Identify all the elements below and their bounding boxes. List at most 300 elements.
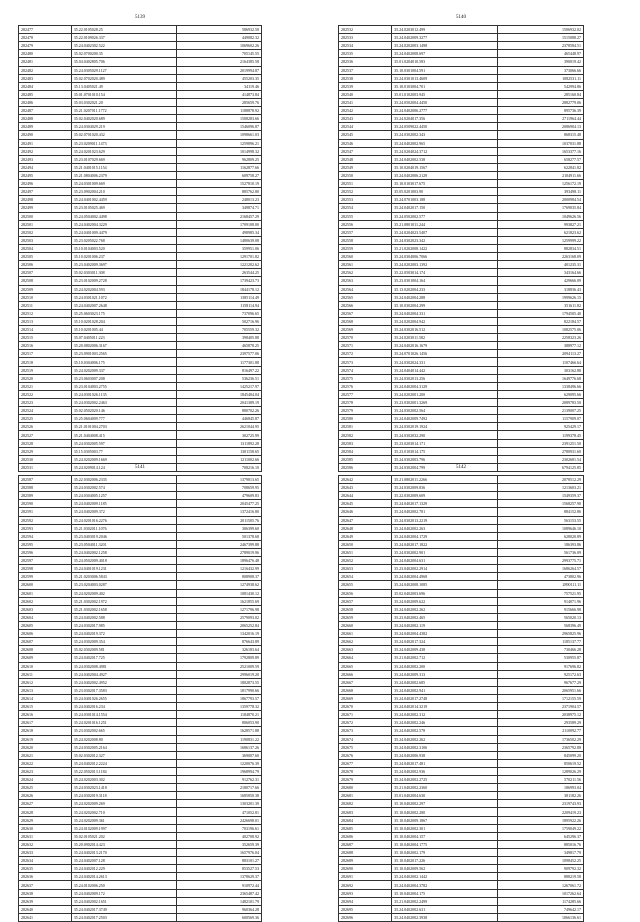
- parcel-code-cell: 35.24.0401009.4479: [71, 228, 176, 236]
- table-row: [19, 447, 262, 455]
- parcel-code-cell: 35.24.0402016.234: [71, 703, 176, 711]
- amount-cell: 1188878.92: [177, 107, 262, 115]
- table-row: [19, 776, 262, 784]
- row-number-cell: 282506: [19, 261, 72, 269]
- row-number-cell: 282573: [339, 358, 392, 366]
- row-number-cell: 282552: [339, 188, 392, 196]
- amount-cell: 2365792.88: [498, 743, 584, 751]
- amount-cell: 2319743.93: [498, 800, 584, 808]
- table-row: [19, 171, 262, 179]
- parcel-code-cell: 35.10.0103017.675: [392, 180, 498, 188]
- amount-cell: 705145.55: [177, 50, 262, 58]
- amount-cell: 343164.66: [498, 269, 584, 277]
- row-number-cell: 282656: [339, 589, 392, 597]
- row-number-cell: 282521: [19, 382, 72, 390]
- row-number-cell: 282622: [19, 759, 72, 767]
- parcel-code-cell: 35.24.0402017.3749: [71, 905, 176, 913]
- amount-cell: 915666.98: [498, 605, 584, 613]
- amount-cell: 1686264.57: [498, 565, 584, 573]
- row-number-cell: 282580: [339, 415, 392, 423]
- table-row: [339, 565, 584, 573]
- amount-cell: 318836.43: [498, 285, 584, 293]
- parcel-code-cell: 35.24.0402017.150: [392, 204, 498, 212]
- table-row: [19, 334, 262, 342]
- table-row: [339, 293, 584, 301]
- parcel-code-cell: 35.24.0302013.256: [392, 374, 498, 382]
- amount-cell: 749642.17: [498, 905, 584, 913]
- table-row: [339, 180, 584, 188]
- parcel-code-cell: 35.02.0303011.308: [71, 269, 176, 277]
- amount-cell: 708216.10: [177, 463, 262, 471]
- row-number-cell: 282609: [19, 654, 72, 662]
- parcel-code-cell: 35.24.0302005.597: [71, 439, 176, 447]
- parcel-code-cell: 35.24.0202009.402: [71, 589, 176, 597]
- amount-cell: 2993775.71: [498, 557, 584, 565]
- parcel-code-cell: 35.24.0402009.1185: [71, 500, 176, 508]
- table-row: [339, 735, 584, 743]
- table-row: [19, 597, 262, 605]
- table-row: [19, 484, 262, 492]
- parcel-code-cell: 35.24.0402008.1085: [392, 581, 498, 589]
- amount-cell: 1174285.66: [498, 897, 584, 905]
- table-row: [339, 196, 584, 204]
- table-row: [19, 390, 262, 398]
- parcel-code-cell: 35.23.0901003.2565: [71, 350, 176, 358]
- parcel-code-cell: 35.21.0302002.1972: [71, 597, 176, 605]
- row-number-cell: 282642: [339, 476, 392, 484]
- amount-cell: 1069602.26: [177, 42, 262, 50]
- row-number-cell: 282505: [19, 253, 72, 261]
- row-number-cell: 282652: [339, 557, 392, 565]
- row-number-cell: 282543: [339, 115, 392, 123]
- page-title: 5140: [456, 15, 466, 20]
- data-table: [18, 475, 262, 922]
- table-row: [19, 155, 262, 163]
- row-number-cell: 282617: [19, 719, 72, 727]
- parcel-code-cell: 35.24.0402002.119: [392, 621, 498, 629]
- parcel-code-cell: 35.24.0402002.685: [392, 678, 498, 686]
- table-row: [339, 889, 584, 897]
- parcel-code-cell: 35.24.0402002.1258: [71, 548, 176, 556]
- row-number-cell: 282570: [339, 334, 392, 342]
- amount-cell: 1081430.12: [177, 589, 262, 597]
- amount-cell: 2426698.01: [177, 816, 262, 824]
- amount-cell: 542994.86: [498, 82, 584, 90]
- row-number-cell: 282581: [339, 423, 392, 431]
- row-number-cell: 282592: [19, 516, 72, 524]
- table-row: [339, 881, 584, 889]
- table-row: [19, 500, 262, 508]
- parcel-code-cell: 35.24.0204024.3712: [392, 147, 498, 155]
- parcel-code-cell: 35.24.0302009.354: [71, 638, 176, 646]
- amount-cell: 1213603.21: [498, 484, 584, 492]
- parcel-code-cell: 35.24.0202009.1669: [71, 455, 176, 463]
- table-row: [339, 447, 584, 455]
- data-table: [338, 475, 584, 922]
- amount-cell: 359951.06: [177, 244, 262, 252]
- parcel-code-cell: 35.24.0201023.629: [71, 147, 176, 155]
- table-row: [339, 824, 584, 832]
- table-row: [339, 123, 584, 131]
- row-number-cell: 282496: [19, 180, 72, 188]
- row-number-cell: 282638: [19, 889, 72, 897]
- row-number-cell: 282626: [19, 792, 72, 800]
- amount-cell: 1190831.22: [177, 735, 262, 743]
- page-5142: [338, 465, 584, 920]
- parcel-code-cell: 35.10.0402004.157: [392, 832, 498, 840]
- table-row: [339, 131, 584, 139]
- amount-cell: 917696.82: [498, 662, 584, 670]
- parcel-code-cell: 35.24.0402002.3938: [392, 913, 498, 921]
- table-row: [19, 244, 262, 252]
- parcel-code-cell: 35.24.0502004.4450: [392, 98, 498, 106]
- table-row: [19, 301, 262, 309]
- row-number-cell: 282606: [19, 630, 72, 638]
- table-row: [339, 678, 584, 686]
- table-row: [19, 889, 262, 897]
- amount-cell: 658277.57: [498, 155, 584, 163]
- row-number-cell: 282533: [339, 34, 392, 42]
- amount-cell: 925429.17: [498, 423, 584, 431]
- row-number-cell: 282667: [339, 678, 392, 686]
- row-number-cell: 282596: [19, 548, 72, 556]
- amount-cell: 737096.65: [177, 309, 262, 317]
- parcel-code-cell: 35.10.0402004.175: [392, 889, 498, 897]
- parcel-code-cell: 35.02.0701020.432: [71, 131, 176, 139]
- table-row: [339, 516, 584, 524]
- amount-cell: 806053.90: [177, 719, 262, 727]
- amount-cell: 1712155.59: [498, 694, 584, 702]
- table-row: [339, 163, 584, 171]
- amount-cell: 816497.22: [177, 366, 262, 374]
- parcel-code-cell: 35.23.0209011.1473: [71, 139, 176, 147]
- parcel-code-cell: 35.24.0204017.356: [392, 115, 498, 123]
- parcel-code-cell: 35.02.0700200.35: [71, 50, 176, 58]
- table-row: [339, 269, 584, 277]
- parcel-code-cell: 35.24.0402014.3219: [392, 703, 498, 711]
- parcel-code-cell: 35.24.0202003.1498: [392, 42, 498, 50]
- amount-cell: 1739423.73: [177, 277, 262, 285]
- page-5141: [18, 465, 262, 920]
- row-number-cell: 282559: [339, 244, 392, 252]
- table-row: [19, 849, 262, 857]
- row-number-cell: 282614: [19, 694, 72, 702]
- parcel-code-cell: 35.21.0202008.1422: [392, 244, 498, 252]
- amount-cell: 1968994.79: [177, 767, 262, 775]
- parcel-code-cell: 35.24.0302005.2164: [71, 743, 176, 751]
- amount-cell: 609758.27: [177, 171, 262, 179]
- row-number-cell: 282523: [19, 399, 72, 407]
- parcel-code-cell: 35.24.0402002.538: [392, 155, 498, 163]
- table-row: [19, 90, 262, 98]
- parcel-code-cell: 35.24.0302013.2219: [392, 516, 498, 524]
- row-number-cell: 282600: [19, 581, 72, 589]
- row-number-cell: 282548: [339, 155, 392, 163]
- row-number-cell: 282537: [339, 66, 392, 74]
- amount-cell: 2045477.25: [177, 500, 262, 508]
- amount-cell: 1621855.69: [177, 597, 262, 605]
- parcel-code-cell: 35.21.0404008.415: [71, 431, 176, 439]
- amount-cell: 1425217.97: [177, 382, 262, 390]
- parcel-code-cell: 35.21.0804006.2379: [71, 171, 176, 179]
- row-number-cell: 282538: [339, 74, 392, 82]
- table-row: [19, 107, 262, 115]
- table-row: [339, 686, 584, 694]
- row-number-cell: 282653: [339, 565, 392, 573]
- amount-cell: 1185137.77: [498, 638, 584, 646]
- table-row: [19, 613, 262, 621]
- amount-cell: 853527.53: [177, 865, 262, 873]
- row-number-cell: 282599: [19, 573, 72, 581]
- parcel-code-cell: 35.24.0202008.80: [71, 735, 176, 743]
- table-row: [19, 516, 262, 524]
- parcel-code-cell: 35.15.0305003.77: [71, 447, 176, 455]
- amount-cell: 349817.79: [498, 849, 584, 857]
- table-row: [339, 42, 584, 50]
- parcel-code-cell: 35.24.0402004.4968: [392, 573, 498, 581]
- amount-cell: 2391251.50: [498, 439, 584, 447]
- row-number-cell: 282479: [19, 42, 72, 50]
- row-number-cell: 282478: [19, 34, 72, 42]
- row-number-cell: 282528: [19, 439, 72, 447]
- table-row: [339, 597, 584, 605]
- parcel-code-cell: 35.23.0103014.175: [392, 447, 498, 455]
- table-row: [339, 374, 584, 382]
- amount-cell: 1372416.80: [177, 508, 262, 516]
- table-row: [19, 366, 262, 374]
- parcel-code-cell: 35.24.0302019.1924: [392, 423, 498, 431]
- parcel-code-cell: 35.24.0202004.942: [392, 317, 498, 325]
- amount-cell: 1221202.62: [177, 261, 262, 269]
- row-number-cell: 282605: [19, 621, 72, 629]
- amount-cell: 1685850.38: [177, 792, 262, 800]
- amount-cell: 2209419.23: [498, 808, 584, 816]
- row-number-cell: 282579: [339, 407, 392, 415]
- row-number-cell: 282544: [339, 123, 392, 131]
- parcel-code-cell: 35.24.0502009.4018: [71, 557, 176, 565]
- table-row: [339, 407, 584, 415]
- row-number-cell: 282565: [339, 293, 392, 301]
- parcel-code-cell: 35.24.0402004.3129: [392, 382, 498, 390]
- parcel-code-cell: 35.23.0402002.2914: [392, 565, 498, 573]
- parcel-code-cell: 35.23.0104003.2755: [71, 382, 176, 390]
- row-number-cell: 282601: [19, 589, 72, 597]
- row-number-cell: 282576: [339, 382, 392, 390]
- parcel-code-cell: 35.24.0402004.631: [392, 557, 498, 565]
- row-number-cell: 282655: [339, 581, 392, 589]
- parcel-code-cell: 35.24.0302016.512: [392, 326, 498, 334]
- parcel-code-cell: 35.13.0202004.233: [392, 285, 498, 293]
- parcel-code-cell: 35.24.0402017.725: [71, 654, 176, 662]
- parcel-code-cell: 35.24.0402007.2648: [71, 301, 176, 309]
- amount-cell: 1549359.37: [498, 492, 584, 500]
- amount-cell: 2579093.02: [177, 613, 262, 621]
- table-row: [19, 261, 262, 269]
- parcel-code-cell: 35.23.0302017.3583: [71, 686, 176, 694]
- row-number-cell: 282628: [19, 808, 72, 816]
- amount-cell: 6794125.85: [498, 463, 584, 471]
- table-row: [19, 662, 262, 670]
- table-row: [339, 913, 584, 921]
- parcel-code-cell: 35.02.0402003.696: [392, 589, 498, 597]
- amount-cell: 1289026.29: [498, 767, 584, 775]
- amount-cell: 993827.21: [498, 220, 584, 228]
- row-number-cell: 282493: [19, 155, 72, 163]
- row-number-cell: 282502: [19, 228, 72, 236]
- amount-cell: 2065951.66: [498, 686, 584, 694]
- amount-cell: 1628571.88: [177, 727, 262, 735]
- row-number-cell: 282477: [19, 26, 72, 34]
- parcel-code-cell: 35.10.0104003.520: [71, 244, 176, 252]
- table-row: [339, 66, 584, 74]
- row-number-cell: 282693: [339, 889, 392, 897]
- table-row: [19, 98, 262, 106]
- table-row: [339, 670, 584, 678]
- parcel-code-cell: 35.24.0402012.2224: [71, 759, 176, 767]
- table-row: [339, 253, 584, 261]
- table-row: [19, 476, 262, 484]
- table-row: [19, 727, 262, 735]
- parcel-code-cell: 35.24.0304005.1257: [71, 492, 176, 500]
- table-row: [339, 261, 584, 269]
- amount-cell: 2086904.13: [498, 123, 584, 131]
- table-row: [339, 776, 584, 784]
- row-number-cell: 282623: [19, 767, 72, 775]
- row-number-cell: 282487: [19, 107, 72, 115]
- page-title: 5139: [135, 15, 145, 20]
- row-number-cell: 282608: [19, 646, 72, 654]
- table-row: [19, 565, 262, 573]
- amount-cell: 373066.66: [498, 66, 584, 74]
- table-row: [339, 540, 584, 548]
- parcel-code-cell: 35.24.0402002.263: [392, 524, 498, 532]
- parcel-code-cell: 35.01.0204010.583: [392, 58, 498, 66]
- row-number-cell: 282483: [19, 74, 72, 82]
- table-row: [19, 711, 262, 719]
- amount-cell: 1568257.90: [498, 500, 584, 508]
- amount-cell: 1649776.68: [498, 374, 584, 382]
- row-number-cell: 282696: [339, 913, 392, 921]
- row-number-cell: 282661: [339, 630, 392, 638]
- row-number-cell: 282555: [339, 212, 392, 220]
- page-title: 5141: [135, 465, 145, 470]
- amount-cell: 1999626.15: [498, 293, 584, 301]
- amount-cell: 629095.66: [498, 390, 584, 398]
- table-row: [19, 180, 262, 188]
- row-number-cell: 282509: [19, 285, 72, 293]
- amount-cell: 1527810.19: [177, 180, 262, 188]
- table-row: [339, 309, 584, 317]
- parcel-code-cell: 35.20.0902014.423: [71, 840, 176, 848]
- table-row: [339, 621, 584, 629]
- table-row: [339, 90, 584, 98]
- table-row: [19, 524, 262, 532]
- table-row: [19, 309, 262, 317]
- parcel-code-cell: 35.21.0302011.1076: [71, 524, 176, 532]
- amount-cell: 1162877.66: [177, 163, 262, 171]
- parcel-code-cell: 35.24.0402009.172: [71, 889, 176, 897]
- amount-cell: 885016.76: [498, 840, 584, 848]
- parcel-code-cell: 35.23.0204003.0287: [71, 581, 176, 589]
- table-row: [339, 212, 584, 220]
- parcel-code-cell: 35.24.0302009.836: [392, 484, 498, 492]
- amount-cell: 429666.09: [498, 277, 584, 285]
- amount-cell: 536236.51: [177, 374, 262, 382]
- row-number-cell: 282687: [339, 840, 392, 848]
- amount-cell: 1216432.99: [177, 565, 262, 573]
- row-number-cell: 282594: [19, 532, 72, 540]
- amount-cell: 808908.37: [177, 573, 262, 581]
- row-number-cell: 282572: [339, 350, 392, 358]
- parcel-code-cell: 35.24.0404014.442: [392, 366, 498, 374]
- table-row: [19, 630, 262, 638]
- row-number-cell: 282624: [19, 776, 72, 784]
- amount-cell: 1792809.89: [177, 654, 262, 662]
- row-number-cell: 282649: [339, 532, 392, 540]
- table-row: [19, 913, 262, 921]
- parcel-code-cell: 35.24.0504002.4498: [71, 212, 176, 220]
- parcel-code-cell: 35.22.0302009.609: [392, 492, 498, 500]
- parcel-code-cell: 35.23.0302002.665: [71, 727, 176, 735]
- amount-cell: 501378.68: [177, 532, 262, 540]
- amount-cell: 1686137.26: [177, 743, 262, 751]
- parcel-code-cell: 35.24.0402002.588: [71, 613, 176, 621]
- amount-cell: 1017262.64: [498, 889, 584, 897]
- table-row: [19, 540, 262, 548]
- row-number-cell: 282532: [339, 26, 392, 34]
- amount-cell: 2139007.25: [498, 407, 584, 415]
- amount-cell: 1158114.94: [177, 301, 262, 309]
- table-row: [339, 727, 584, 735]
- row-number-cell: 282646: [339, 508, 392, 516]
- parcel-code-cell: 35.24.0402004.4382: [392, 630, 498, 638]
- table-row: [339, 694, 584, 702]
- amount-cell: 2110092.77: [498, 727, 584, 735]
- amount-cell: 2258323.26: [498, 334, 584, 342]
- table-row: [339, 382, 584, 390]
- parcel-code-cell: 35.24.0402002.262: [392, 605, 498, 613]
- table-row: [19, 605, 262, 613]
- row-number-cell: 282561: [339, 261, 392, 269]
- amount-cell: 1844178.12: [177, 285, 262, 293]
- parcel-code-cell: 35.24.0402004.288: [392, 293, 498, 301]
- amount-cell: 388977.12: [498, 342, 584, 350]
- table-row: [339, 34, 584, 42]
- amount-cell: 471052.81: [177, 808, 262, 816]
- table-row: [19, 573, 262, 581]
- amount-cell: 876643.89: [177, 638, 262, 646]
- parcel-code-cell: 35.23.0403019.2046: [71, 532, 176, 540]
- row-number-cell: 282551: [339, 180, 392, 188]
- table-row: [19, 382, 262, 390]
- row-number-cell: 282498: [19, 196, 72, 204]
- parcel-code-cell: 35.10.0402002.179: [392, 849, 498, 857]
- table-row: [19, 115, 262, 123]
- parcel-code-cell: 35.24.0402006.2129: [392, 171, 498, 179]
- parcel-code-cell: 35.22.0503014.174: [392, 269, 498, 277]
- parcel-code-cell: 35.24.0202001.200: [392, 390, 498, 398]
- table-row: [339, 415, 584, 423]
- amount-cell: 248013.23: [177, 196, 262, 204]
- table-row: [339, 155, 584, 163]
- row-number-cell: 282613: [19, 686, 72, 694]
- row-number-cell: 282569: [339, 326, 392, 334]
- table-row: [19, 808, 262, 816]
- row-number-cell: 282694: [339, 897, 392, 905]
- amount-cell: 850619.52: [498, 759, 584, 767]
- table-row: [339, 139, 584, 147]
- table-row: [339, 524, 584, 532]
